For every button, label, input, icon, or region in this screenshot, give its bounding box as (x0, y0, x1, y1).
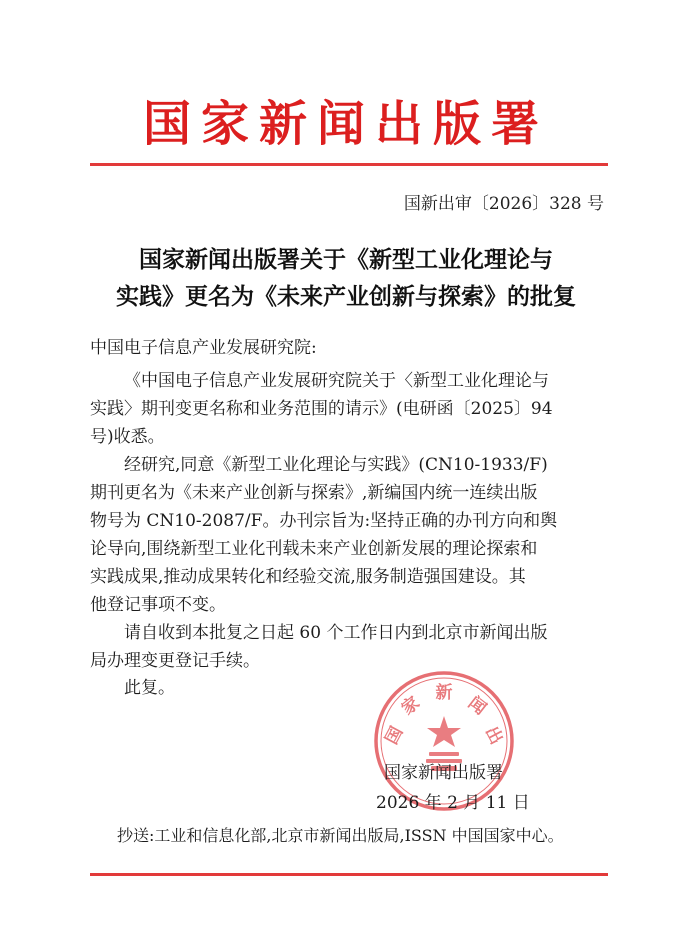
paragraph-deadline (90, 619, 610, 675)
paragraph-line: 期刊更名为《未来产业创新与探索》,新编国内统一连续出版 (90, 483, 538, 503)
svg-text:家: 家 (398, 692, 424, 720)
document-number: 国新出审〔2026〕328 号 (403, 194, 604, 214)
paragraph-line: 请自收到本批复之日起 60 个工作日内到北京市新闻出版 (124, 623, 548, 643)
issue-date: 2026 年 2 月 11 日 (376, 793, 530, 813)
paragraph-line: 论导向,围绕新型工业化刊载未来产业创新发展的理论探索和 (90, 539, 538, 559)
salutation (90, 334, 610, 362)
paragraph-line: 局办理变更登记手续。 (90, 651, 260, 671)
svg-text:出: 出 (480, 723, 507, 748)
svg-text:国: 国 (381, 723, 408, 748)
paragraph-line: 他登记事项不变。 (90, 595, 226, 615)
document-title-line-1: 国家新闻出版署关于《新型工业化理论与 (139, 247, 553, 273)
paragraph-line: 经研究,同意《新型工业化理论与实践》(CN10-1933/F) (124, 455, 548, 475)
paragraph-approval (90, 451, 610, 619)
document-title-line-2: 实践》更名为《未来产业创新与探索》的批复 (116, 284, 576, 310)
paragraph-line: 《中国电子信息产业发展研究院关于〈新型工业化理论与 (124, 371, 549, 391)
svg-text:闻: 闻 (464, 692, 490, 720)
paragraph-receipt (90, 367, 610, 451)
paragraph-line: 物号为 CN10-2087/F。办刊宗旨为:坚持正确的办刊方向和舆 (90, 511, 558, 531)
paragraph-line: 实践〉期刊变更名称和业务范围的请示》(电研函〔2025〕94 (90, 399, 553, 419)
header-red-rule (90, 163, 608, 166)
document-title (96, 242, 596, 316)
paragraph-line: 实践成果,推动成果转化和经验交流,服务制造强国建设。其 (90, 567, 526, 587)
agency-header: 国家新闻出版署 (142, 96, 549, 152)
svg-text:新: 新 (435, 683, 453, 703)
footer-red-rule (90, 873, 608, 876)
salutation-text: 中国电子信息产业发展研究院: (90, 338, 317, 358)
paragraph-closing (90, 674, 610, 702)
cc-recipients: 抄送:工业和信息化部,北京市新闻出版局,ISSN 中国国家中心。 (117, 826, 564, 845)
issuer-signature: 国家新闻出版署 (384, 763, 503, 783)
paragraph-line: 此复。 (124, 678, 175, 698)
paragraph-line: 号)收悉。 (90, 427, 165, 447)
